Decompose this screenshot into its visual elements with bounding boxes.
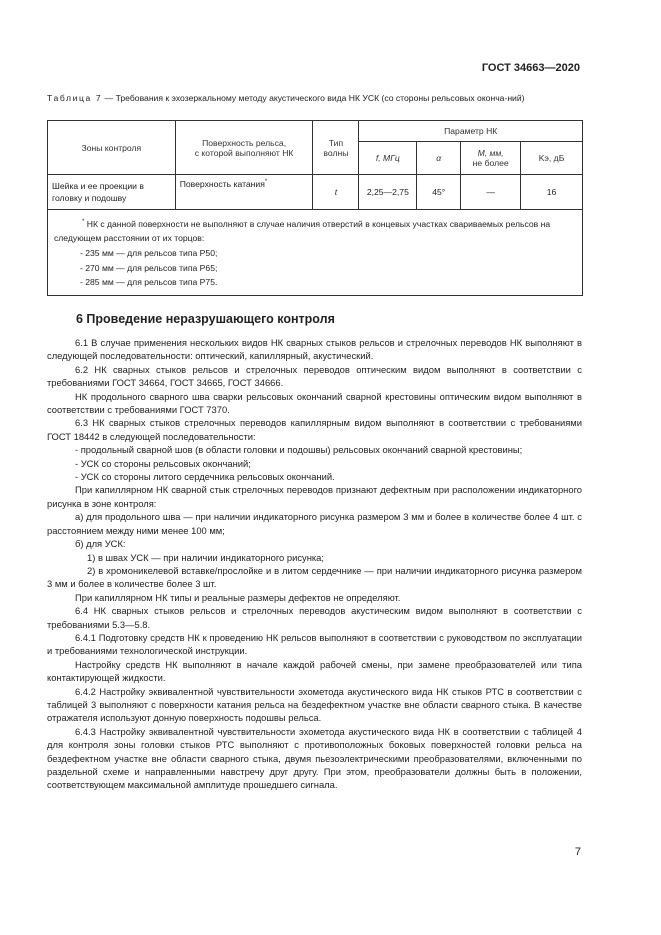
header-m-line1: M, мм, (477, 148, 504, 158)
header-m (461, 142, 521, 175)
standard-number: ГОСТ 34663—2020 (481, 62, 580, 74)
footnote-item: - 270 мм — для рельсов типа Р65; (80, 262, 218, 273)
paragraph: - УСК со стороны рельсовых окончаний; (75, 457, 251, 469)
paragraph: 6.4.1 Подготовку средств НК к проведению НК рельсов выполняют в соответствии с руководством по эксплуатации и требованиями технологической инструкции. (47, 631, 582, 657)
paragraph: При капиллярном НК типы и реальные размеры дефектов не определяют. (75, 591, 401, 603)
header-param: Параметр НК (359, 121, 583, 142)
table-caption-label: Таблица 7 (47, 93, 103, 103)
footnote-item: - 235 мм — для рельсов типа Р50; (80, 248, 218, 259)
cell-m: — (461, 175, 521, 210)
header-surface-line2: с которой выполняют НК (194, 147, 294, 158)
paragraph: 6.4 НК сварных стыков рельсов и стрелочных переводов акустическим видом выполняют в соответствии с требованиями 5.3—5.8. (47, 605, 582, 630)
header-f: f, МГц (359, 142, 417, 175)
table-row (48, 175, 583, 210)
paragraph: Настройку средств НК выполняют в начале каждой рабочей смены, при замене преобразователей или типа контактирующей жидкости. (47, 658, 582, 684)
paragraph: - УСК со стороны литого сердечника рельсовых окончаний. (75, 471, 335, 483)
header-wave-line2: волны (323, 147, 349, 158)
table-caption-text: — Требования к эхозеркальному методу акустического вида НК УСК (со стороны рельсовых оконча-ний) (102, 93, 525, 103)
cell-wave: t (313, 175, 359, 210)
paragraph: При капиллярном НК сварной стык стрелочных переводов признают дефектным при расположении индикаторного рисунка в зоне контроля: (47, 484, 582, 509)
paragraph: 6.4.3 Настройку эквивалентной чувствительности эхометода акустического вида НК в соответствии с таблицей 4 для контроля зоны головки стыков РТС выполняют с противоположных боковых поверхностей головки рельса на бездефектном участке вне области сварного стыка, двумя пьезоэлектрическими преобразователями, включенными по раздельной схеме и направленными навстречу друг другу. При этом, преобразователи должны быть в положении, соответствующем максимальной амплитуде прошедшего сигнала. (47, 725, 582, 791)
paragraph: 6.1 В случае применения нескольких видов НК сварных стыков рельсов и стрелочных переводов НК выполняют в следующей последовательности: оптический, капиллярный, акустический. (47, 337, 582, 362)
section-title: 6 Проведение неразрушающего контроля (76, 312, 335, 326)
header-zone: Зоны контроля (48, 121, 176, 175)
cell-f: 2,25—2,75 (359, 175, 417, 210)
footnote-item: - 285 мм — для рельсов типа Р75. (80, 277, 218, 288)
paragraph: 2) в хромоникелевой вставке/прослойке и в литом сердечнике — при наличии индикаторного рисунка размером 3 мм и более в количестве более 3 шт. (47, 564, 582, 590)
paragraph: 6.3 НК сварных стыков стрелочных переводов капиллярным видом выполняют в соответствии с требованиями ГОСТ 18442 в следующей последовательности: (47, 417, 582, 442)
paragraph: 6.2 НК сварных стыков рельсов и стрелочных переводов оптическим видом выполняют в соответствии с требованиями ГОСТ 34664, ГОСТ 34665, ГОСТ 34666. (47, 363, 582, 389)
header-wave (313, 121, 359, 175)
table-caption (47, 92, 582, 104)
footnote-mark: * (264, 179, 268, 186)
requirements-table (47, 120, 583, 296)
cell-alpha: 45° (417, 175, 461, 210)
cell-surface-text: Поверхность катания (179, 179, 265, 189)
paragraph: НК продольного сварного шва сварки рельсовых окончаний сварной крестовины оптическим видом выполняют в соответствии с требованиями ГОСТ 7370. (47, 390, 582, 416)
section-body (47, 336, 582, 792)
header-surface (175, 121, 313, 175)
cell-zone: Шейка и ее проекции в головку и подошву (48, 175, 176, 210)
header-wave-line1: Тип (328, 137, 344, 148)
header-alpha: α (417, 142, 461, 175)
footnote-body: НК с данной поверхности не выполняют в случае наличия отверстий в концевых участках свариваемых рельсов на следующем расстоянии от их торцов: (54, 218, 551, 244)
header-surface-line1: Поверхность рельса, (202, 137, 287, 148)
page-number: 7 (574, 846, 581, 858)
footnote-text (54, 215, 576, 246)
header-m-line2: не более (472, 158, 509, 168)
paragraph: а) для продольного шва — при наличии индикаторного рисунка размером 3 мм и более в количестве более 4 шт. с расстоянием между ними менее 100 мм; (47, 511, 582, 536)
table-header-row (48, 121, 583, 142)
table-footnote (48, 210, 583, 296)
paragraph: б) для УСК: (75, 538, 126, 550)
paragraph: - продольный сварной шов (в области головки и подошвы) рельсовых окончаний сварной крестовины; (75, 444, 523, 456)
cell-k: 16 (521, 175, 583, 210)
header-k: Kэ, дБ (521, 142, 583, 175)
footnote-mark-ref: * (82, 219, 85, 225)
paragraph: 6.4.2 Настройку эквивалентной чувствительности эхометода акустического вида НК стыков РТС в соответствии с таблицей 3 выполняют с поверхности катания рельса на бездефектном участке вне области сварного стыка. В качестве отражателя используют донную поверхность подошвы рельса. (47, 685, 582, 724)
table-footnote-row (48, 210, 583, 296)
paragraph: 1) в швах УСК — при наличии индикаторного рисунка; (87, 551, 324, 563)
cell-surface (175, 175, 313, 210)
